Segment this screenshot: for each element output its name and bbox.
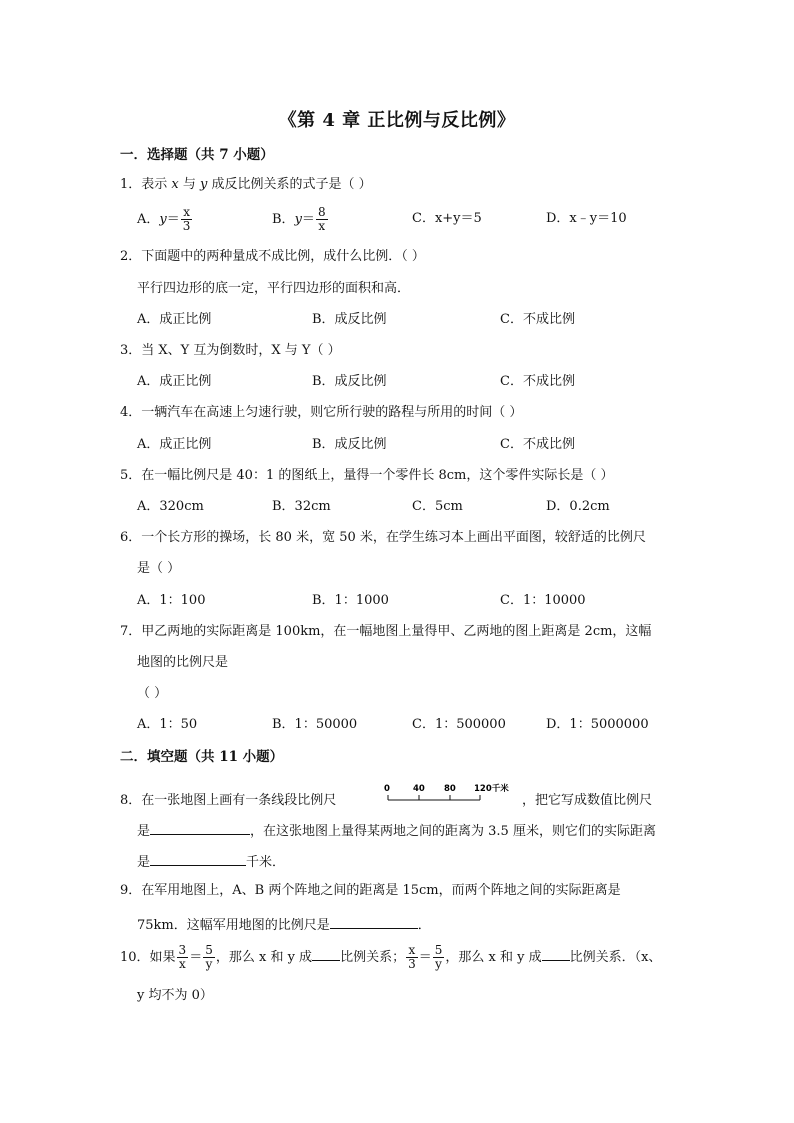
question-4-option-c: C．不成比例: [500, 437, 575, 452]
fraction: $\frac{x}{3}$: [182, 205, 191, 233]
question-2-option-c: C．不成比例: [500, 312, 575, 327]
question-10-stem-line-1: 10．如果 $\frac{3}{x}$ ＝ $\frac{5}{y}$ ，那么 x 和 y 成 比例关系； $\frac{x}{3}$ ＝ $\frac{5}{y}$ ，那么 x 和 y 成 比例关系．（x、: [120, 943, 662, 971]
question-7-option-b: B．1：50000: [272, 717, 358, 732]
question-1-option-c: C．x+y＝5: [412, 211, 482, 226]
question-7-option-d: D．1：5000000: [546, 717, 649, 732]
question-1-option-a: A．y＝ $\frac{x}{3}$: [137, 205, 191, 233]
question-1-option-d: D．x﹣y＝10: [546, 211, 627, 226]
question-5-option-b: B．32cm: [272, 499, 331, 514]
question-5-stem: 5．在一幅比例尺是 40：1 的图纸上，量得一个零件长 8cm，这个零件实际长是（ ）: [120, 468, 614, 483]
question-6-stem-line-2: 是（ ）: [137, 561, 181, 576]
question-8-stem-line-2: 是 ，在这张地图上量得某两地之间的距离为 3.5 厘米，则它们的实际距离: [137, 820, 656, 841]
question-10-stem-line-2: y 均不为 0）: [137, 988, 213, 1003]
page-title: 《第 4 章 正比例与反比例》: [278, 110, 516, 131]
question-8-stem-line-3: 是 千米．: [137, 851, 285, 872]
fraction: $\frac{5}{y}$: [434, 943, 443, 971]
question-3-option-b: B．成反比例: [312, 374, 387, 389]
question-7-option-c: C．1：500000: [412, 717, 506, 732]
question-7-stem-line-3: （ ）: [137, 686, 168, 701]
question-2-option-b: B．成反比例: [312, 312, 387, 327]
fraction: $\frac{3}{x}$: [178, 943, 187, 971]
question-6-option-c: C．1：10000: [500, 593, 586, 608]
question-5-option-d: D．0.2cm: [546, 499, 610, 514]
question-3-stem: 3．当 X、Y 互为倒数时，X 与 Y（ ）: [120, 343, 341, 358]
scale-label-80: 80: [444, 784, 456, 794]
question-2-subtext: 平行四边形的底一定，平行四边形的面积和高．: [137, 281, 411, 296]
question-1-stem: 1．表示 x 与 y 成反比例关系的式子是（ ）: [120, 177, 372, 192]
answer-blank[interactable]: [542, 946, 570, 961]
question-6-option-b: B．1：1000: [312, 593, 389, 608]
answer-blank[interactable]: [330, 914, 418, 929]
scale-bar: [388, 795, 480, 800]
question-6-stem-line-1: 6．一个长方形的操场，长 80 米，宽 50 米，在学生练习本上画出平面图，较舒适的比例尺: [120, 530, 646, 545]
question-3-option-c: C．不成比例: [500, 374, 575, 389]
question-8-stem-line-1b: ，把它写成数值比例尺: [522, 793, 653, 808]
answer-blank[interactable]: [312, 946, 340, 961]
question-4-stem: 4．一辆汽车在高速上匀速行驶，则它所行驶的路程与所用的时间（ ）: [120, 405, 523, 420]
question-6-option-a: A．1：100: [137, 593, 206, 608]
question-7-stem-line-1: 7．甲乙两地的实际距离是 100km，在一幅地图上量得甲、乙两地的图上距离是 2cm，这幅: [120, 624, 652, 639]
scale-label-40: 40: [413, 784, 425, 794]
fraction: $\frac{x}{3}$: [408, 943, 416, 971]
question-5-option-a: A．320cm: [137, 499, 204, 514]
question-9-stem-line-2: 75km．这幅军用地图的比例尺是 ．: [137, 914, 431, 935]
scale-label-0: 0: [384, 784, 390, 794]
question-5-option-c: C．5cm: [412, 499, 463, 514]
question-4-option-a: A．成正比例: [137, 437, 212, 452]
question-3-option-a: A．成正比例: [137, 374, 212, 389]
answer-blank[interactable]: [150, 820, 250, 835]
answer-blank[interactable]: [150, 851, 246, 866]
question-9-stem-line-1: 9．在军用地图上，A、B 两个阵地之间的距离是 15cm，而两个阵地之间的实际距离是: [120, 883, 621, 898]
question-7-stem-line-2: 地图的比例尺是: [137, 655, 229, 670]
question-4-option-b: B．成反比例: [312, 437, 387, 452]
fraction: $\frac{5}{y}$: [205, 943, 213, 971]
section-heading-choice: 一．选择题（共 7 小题）: [120, 147, 274, 163]
fraction: $\frac{8}{x}$: [317, 205, 326, 233]
scale-label-120: 120千米: [474, 784, 509, 794]
question-2-stem: 2．下面题中的两种量成不成比例，成什么比例．（ ）: [120, 249, 425, 264]
question-7-option-a: A．1：50: [137, 717, 198, 732]
question-2-option-a: A．成正比例: [137, 312, 212, 327]
question-8-stem-line-1a: 8．在一张地图上画有一条线段比例尺: [120, 793, 337, 808]
question-1-option-b: B．y＝ $\frac{8}{x}$: [272, 205, 326, 233]
section-heading-fill: 二．填空题（共 11 小题）: [120, 749, 284, 765]
line-segment-scale-figure: [380, 780, 520, 806]
